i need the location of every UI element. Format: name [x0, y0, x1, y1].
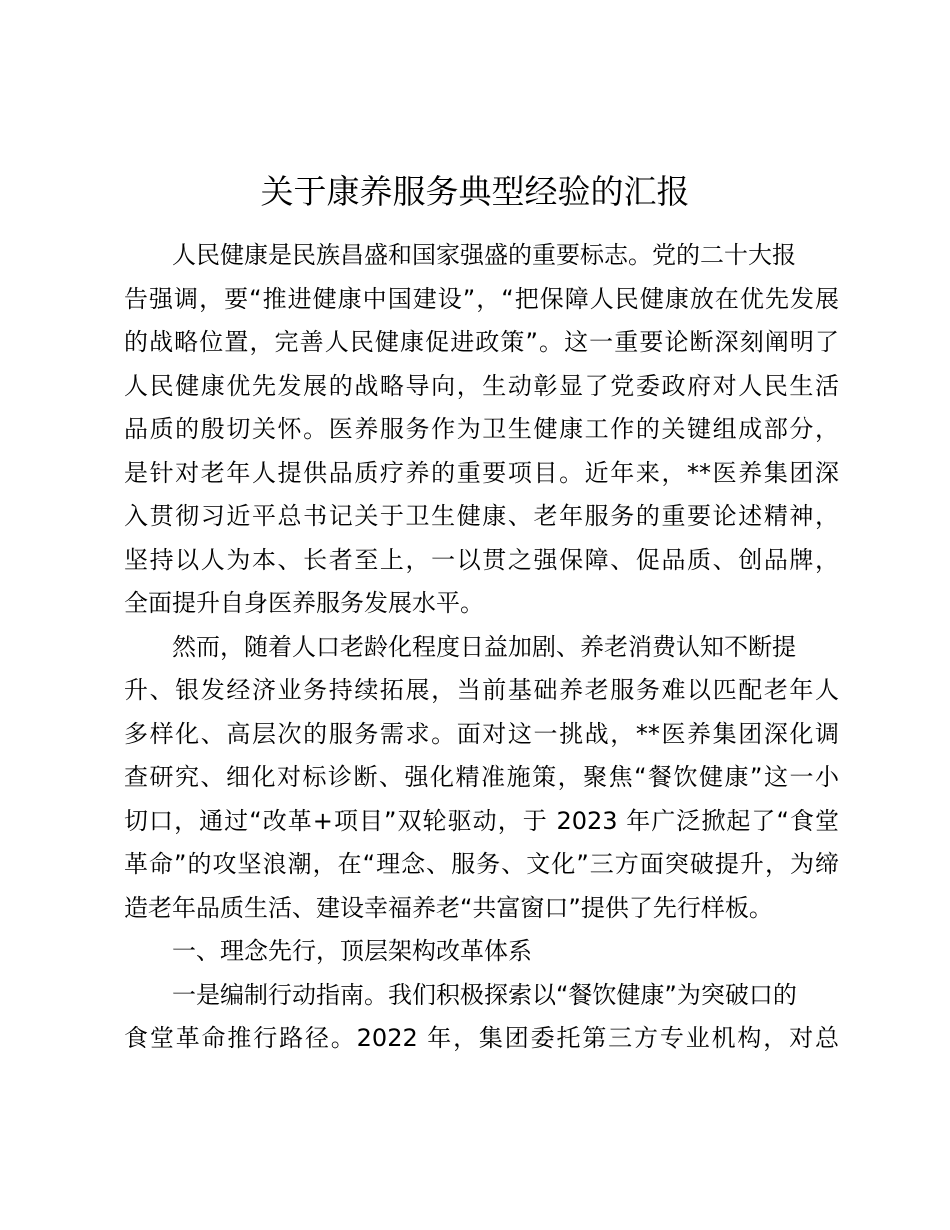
paragraph-line: 坚持以人为本、长者至上，一以贯之强保障、促品质、创品牌，: [124, 545, 839, 574]
paragraph-line: 入贯彻习近平总书记关于卫生健康、老年服务的重要论述精神，: [124, 502, 839, 530]
document-body: [124, 234, 839, 1061]
paragraph-line: 升、银发经济业务持续拓展，当前基础养老服务难以匹配老年人: [124, 676, 839, 704]
paragraph-line: 切口，通过“改革+项目”双轮驱动，于 2023 年广泛掀起了“食堂: [124, 806, 839, 835]
paragraph-line: 一是编制行动指南。我们积极探索以“餐饮健康”为突破口的: [172, 980, 797, 1009]
paragraph-line: 是针对老年人提供品质疗养的重要项目。近年来，**医养集团深: [124, 458, 839, 487]
paragraph-line: 品质的殷切关怀。医养服务作为卫生健康工作的关键组成部分，: [124, 415, 839, 443]
document-title: 关于康养服务典型经验的汇报: [260, 172, 690, 211]
paragraph-line: 的战略位置，完善人民健康促进政策”。这一重要论断深刻阐明了: [124, 328, 839, 356]
paragraph-line: 人民健康优先发展的战略导向，生动彰显了党委政府对人民生活: [124, 371, 839, 400]
paragraph-line: 查研究、细化对标诊断、强化精准施策，聚焦“餐饮健康”这一小: [124, 763, 839, 791]
paragraph-line: 然而，随着人口老龄化程度日益加剧、养老消费认知不断提: [172, 632, 796, 661]
paragraph-line: 多样化、高层次的服务需求。面对这一挑战，**医养集团深化调: [124, 719, 839, 748]
paragraph-line: 人民健康是民族昌盛和国家强盛的重要标志。党的二十大报: [172, 241, 796, 269]
paragraph-line: 告强调，要“推进健康中国建设”，“把保障人民健康放在优先发展: [124, 284, 839, 313]
paragraph-line: 造老年品质生活、建设幸福养老“共富窗口”提供了先行样板。: [124, 893, 773, 922]
section-heading: 一、理念先行，顶层架构改革体系: [172, 937, 532, 965]
paragraph-line: 全面提升自身医养服务发展水平。: [124, 589, 484, 617]
paragraph-line: 革命”的攻坚浪潮，在“理念、服务、文化”三方面突破提升，为缔: [124, 850, 839, 878]
paragraph-line: 食堂革命推行路径。2022 年，集团委托第三方专业机构，对总: [124, 1024, 839, 1052]
